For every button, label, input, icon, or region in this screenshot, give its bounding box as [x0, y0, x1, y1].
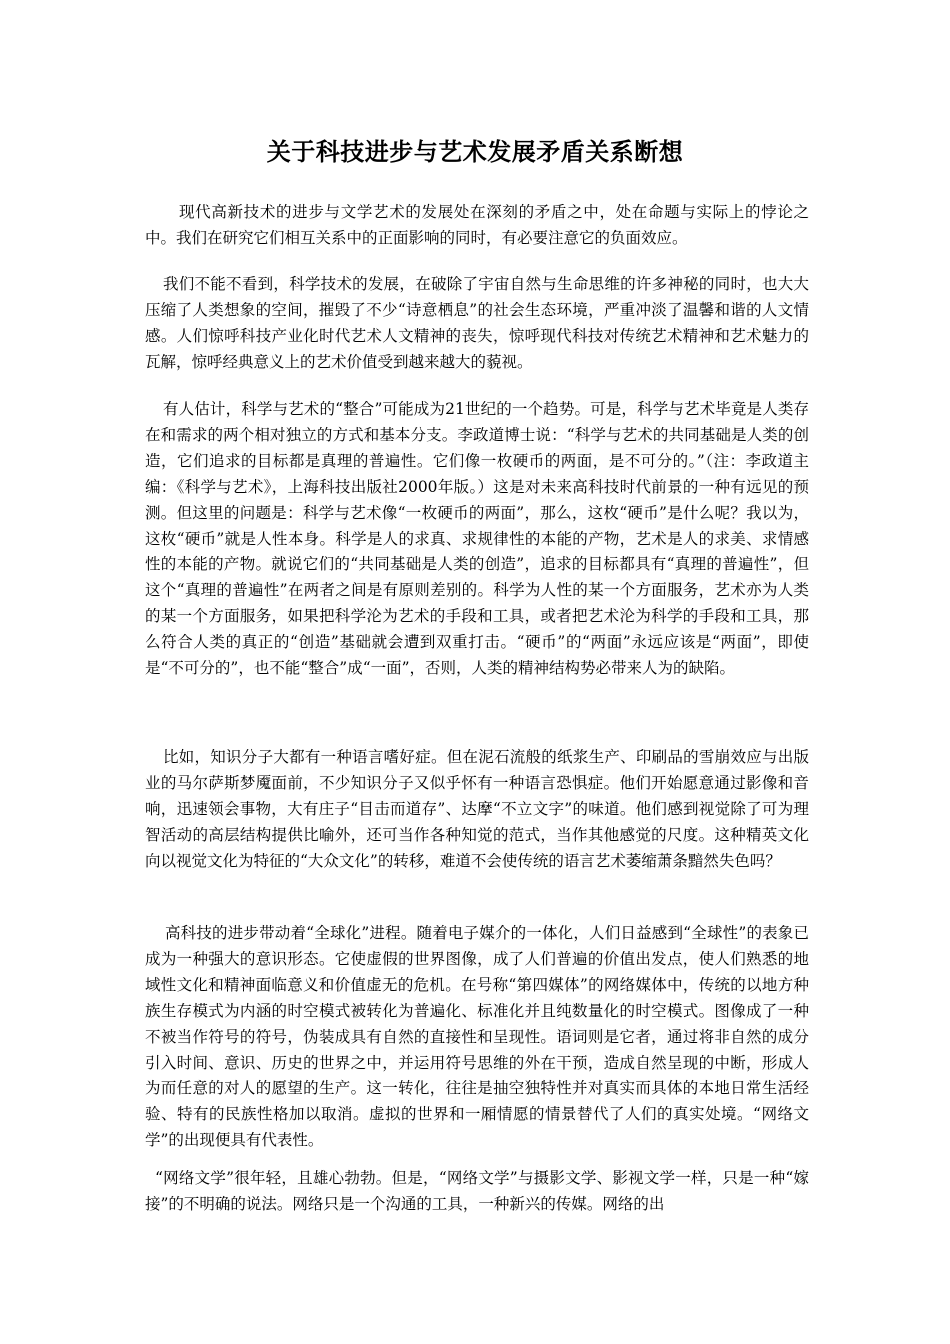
paragraph-1: 现代高新技术的进步与文学艺术的发展处在深刻的矛盾之中，处在命题与实际上的悖论之中。我们在研究它们相互关系中的正面影响的同时，有必要注意它的负面效应。 [145, 203, 809, 247]
paragraph-3: 有人估计，科学与艺术的“整合”可能成为21世纪的一个趋势。可是，科学与艺术毕竟是人类存在和需求的两个相对独立的方式和基本分支。李政道博士说：“科学与艺术的共同基础是人类的创造，它们追求的目标都是真理的普遍性。它们像一枚硬币的两面，是不可分的。”（注：李政道主编：《科学与艺术》，上海科技出版社2000年版。）这是对未来高科技时代前景的一种有远见的预测。但这里的问题是：科学与艺术像“一枚硬币的两面”，那么，这枚“硬币”是什么呢？我以为，这枚“硬币”就是人性本身。科学是人的求真、求规律性的本能的产物，艺术是人的求美、求情感性的本能的产物。就说它们的“共同基础是人类的创造”，追求的目标都具有“真理的普遍性”，但这个“真理的普遍性”在两者之间是有原则差别的。科学为人性的某一个方面服务，艺术亦为人类的某一个方面服务，如果把科学沦为艺术的手段和工具，或者把艺术沦为科学的手段和工具，那么符合人类的真正的“创造”基础就会遭到双重打击。“硬币”的“两面”永远应该是“两面”，即使是“不可分的”，也不能“整合”成“一面”，否则，人类的精神结构势必带来人为的缺陷。 [145, 400, 809, 678]
document-title: 关于科技进步与艺术发展矛盾关系断想 [266, 138, 684, 166]
paragraph-5: 高科技的进步带动着“全球化”进程。随着电子媒介的一体化，人们日益感到“全球性”的表象已成为一种强大的意识形态。它使虚假的世界图像，成了人们普遍的价值出发点，使人们熟悉的地域性文化和精神面临意义和价值虚无的危机。在号称“第四媒体”的网络媒体中，传统的以地方种族生存模式为内涵的时空模式被转化为普遍化、标准化并且纯数量化的时空模式。图像成了一种不被当作符号的符号，伪装成具有自然的直接性和呈现性。语词则是它者，通过将非自然的成分引入时间、意识、历史的世界之中，并运用符号思维的外在干预，造成自然呈现的中断，形成人为而任意的对人的愿望的生产。这一转化，往往是抽空独特性并对真实而具体的本地日常生活经验、特有的民族性格加以取消。虚拟的世界和一厢情愿的情景替代了人们的真实处境。“网络文学”的出现便具有代表性。 [145, 924, 809, 1150]
paragraph-4: 比如，知识分子大都有一种语言嗜好症。但在泥石流般的纸浆生产、印刷品的雪崩效应与出版业的马尔萨斯梦魇面前，不少知识分子又似乎怀有一种语言恐惧症。他们开始愿意通过影像和音响，迅速领会事物，大有庄子“目击而道存”、达摩“不立文字”的味道。他们感到视觉除了可为理智活动的高层结构提供比喻外，还可当作各种知觉的范式，当作其他感觉的尺度。这种精英文化向以视觉文化为特征的“大众文化”的转移，难道不会使传统的语言艺术萎缩萧条黯然失色吗？ [145, 748, 809, 870]
paragraph-2: 我们不能不看到，科学技术的发展，在破除了宇宙自然与生命思维的许多神秘的同时，也大大压缩了人类想象的空间，摧毁了不少“诗意栖息”的社会生态环境，严重冲淡了温馨和谐的人文情感。人们惊呼科技产业化时代艺术人文精神的丧失，惊呼现代科技对传统艺术精神和艺术魅力的瓦解，惊呼经典意义上的艺术价值受到越来越大的藐视。 [145, 275, 809, 371]
paragraph-6: “网络文学”很年轻，且雄心勃勃。但是，“网络文学”与摄影文学、影视文学一样，只是一种“嫁接”的不明确的说法。网络只是一个沟通的工具，一种新兴的传媒。网络的出 [145, 1169, 809, 1213]
